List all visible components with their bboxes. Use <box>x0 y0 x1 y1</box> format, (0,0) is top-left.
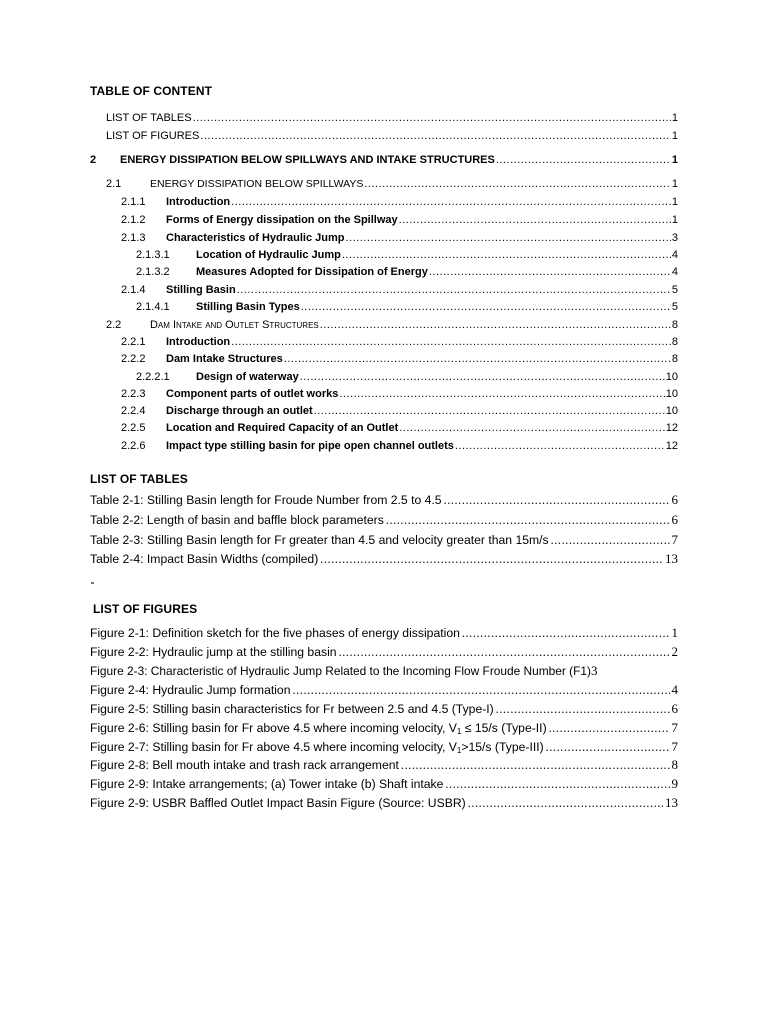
dot-leader <box>301 299 671 315</box>
toc-entry-2-1-3-1[interactable] <box>136 247 678 263</box>
dot-leader <box>314 403 665 419</box>
toc-entry-number: 2.1.4.1 <box>136 301 170 313</box>
dot-leader <box>193 110 671 126</box>
list-entry-page: 6 <box>671 492 678 507</box>
toc-entry-page: 10 <box>665 405 678 417</box>
list-entry-page: 6 <box>671 701 678 716</box>
list-entry-page: 7 <box>671 532 678 547</box>
toc-entry-page: 1 <box>671 130 678 142</box>
list-entry-page: 13 <box>665 795 678 810</box>
toc-entry-2-2-4[interactable] <box>121 403 678 419</box>
toc-entry-number: 2.1.3.1 <box>136 249 170 261</box>
dot-leader <box>339 386 664 402</box>
toc-entry-number: 2.1.2 <box>121 214 146 226</box>
title-part: >15/s (Type-III) <box>461 740 544 754</box>
toc-entry-page: 1 <box>671 154 678 166</box>
table-entry-2-1[interactable] <box>90 491 678 509</box>
title-part: Figure 2-6: Stilling basin for Fr above 4.5 where incoming velocity, V <box>90 721 457 735</box>
toc-entry-title: Location of Hydraulic Jump <box>196 249 341 261</box>
list-entry-title: Figure 2-3: Characteristic of Hydraulic Jump Related to the Incoming Flow Froude Number (F1) <box>90 664 591 678</box>
toc-entry-title: Introduction <box>166 196 231 208</box>
dot-leader <box>444 491 670 509</box>
dot-leader <box>231 334 671 350</box>
toc-entry-page: 10 <box>665 371 678 383</box>
dot-leader <box>399 212 671 228</box>
list-entry-title <box>90 719 547 737</box>
toc-entry-page: 8 <box>671 319 678 331</box>
list-entry-page: 4 <box>671 682 678 697</box>
toc-entry-page: 8 <box>671 353 678 365</box>
subscript: 1 <box>456 727 462 736</box>
toc-entry-page: 12 <box>665 422 678 434</box>
list-entry-page: 7 <box>671 720 678 735</box>
dot-leader <box>300 369 665 385</box>
list-entry-page: 3 <box>590 663 598 678</box>
toc-entry-title: Component parts of outlet works <box>166 388 339 400</box>
toc-entry-title: LIST OF TABLES <box>106 112 192 124</box>
stray-mark <box>91 582 94 584</box>
list-entry-page: 1 <box>671 625 678 640</box>
table-entry-2-3[interactable] <box>90 531 678 549</box>
toc-entry-title: Location and Required Capacity of an Outlet <box>166 422 399 434</box>
toc-entry-page: 1 <box>671 196 678 208</box>
dot-leader <box>496 152 671 168</box>
toc-entry-title: Stilling Basin <box>166 284 236 296</box>
list-entry-title: Table 2-4: Impact Basin Widths (compiled) <box>90 552 319 566</box>
toc-heading: TABLE OF CONTENT <box>90 84 213 98</box>
list-entry-title <box>90 738 544 756</box>
dot-leader <box>401 756 670 774</box>
figure-entry-2-7[interactable] <box>90 738 678 756</box>
toc-entry-chapter-2[interactable] <box>90 152 678 168</box>
toc-entry-title: Measures Adopted for Dissipation of Energy <box>196 266 428 278</box>
toc-entry-title: Discharge through an outlet <box>166 405 313 417</box>
toc-entry-title: ENERGY DISSIPATION BELOW SPILLWAYS AND INTAKE STRUCTURES <box>120 154 495 166</box>
toc-entry-page: 3 <box>671 232 678 244</box>
toc-entry-2-1-2[interactable] <box>121 212 678 228</box>
list-entry-title: Figure 2-4: Hydraulic Jump formation <box>90 683 291 697</box>
dot-leader <box>339 643 670 661</box>
toc-entry-number: 2.2.1 <box>121 336 146 348</box>
toc-entry-page: 12 <box>665 440 678 452</box>
toc-entry-2-2-5[interactable] <box>121 420 678 436</box>
toc-entry-number: 2 <box>90 154 97 166</box>
dot-leader <box>549 719 670 737</box>
figure-entry-2-9-usbr[interactable] <box>90 794 678 812</box>
toc-entry-page: 4 <box>671 266 678 278</box>
toc-entry-title: Dam Intake and Outlet Structures <box>150 319 319 331</box>
list-entry-page: 6 <box>671 512 678 527</box>
toc-entry-number: 2.1.4 <box>121 284 146 296</box>
dot-leader <box>386 511 670 529</box>
toc-entry-title: Characteristics of Hydraulic Jump <box>166 232 345 244</box>
toc-entry-number: 2.1 <box>106 178 122 190</box>
dot-leader <box>445 775 669 793</box>
toc-entry-2-2-2-1[interactable] <box>136 369 678 385</box>
dot-leader <box>399 420 665 436</box>
dot-leader <box>320 317 671 333</box>
figure-entry-2-1[interactable] <box>90 624 678 642</box>
dot-leader <box>455 438 665 454</box>
toc-entry-page: 5 <box>671 284 678 296</box>
title-part: ≤ 15/s (Type-II) <box>461 721 547 735</box>
dot-leader <box>342 247 671 263</box>
figure-entry-2-9-intake[interactable] <box>90 775 678 793</box>
dot-leader <box>284 351 671 367</box>
title-part: Figure 2-7: Stilling basin for Fr above 4.5 where incoming velocity, V <box>90 740 457 754</box>
dot-leader <box>231 194 671 210</box>
list-entry-page: 9 <box>671 776 678 791</box>
dot-leader <box>551 531 670 549</box>
toc-entry-2-1-4-1[interactable] <box>136 299 678 315</box>
list-entry-title: Figure 2-8: Bell mouth intake and trash rack arrangement <box>90 758 399 772</box>
toc-entry-number: 2.2.2 <box>121 353 146 365</box>
toc-entry-number: 2.2.2.1 <box>136 371 170 383</box>
figure-entry-2-5[interactable] <box>90 700 678 718</box>
toc-entry-number: 2.2.6 <box>121 440 146 452</box>
list-of-figures-heading: LIST OF FIGURES <box>93 602 198 616</box>
toc-entry-number: 2.2 <box>106 319 122 331</box>
dot-leader <box>429 264 671 280</box>
list-entry-title: Figure 2-1: Definition sketch for the five phases of energy dissipation <box>90 626 460 640</box>
dot-leader <box>496 700 670 718</box>
dot-leader <box>346 230 671 246</box>
toc-entry-number: 2.1.3.2 <box>136 266 170 278</box>
list-of-tables-heading: LIST OF TABLES <box>90 472 188 486</box>
toc-entry-number: 2.1.1 <box>121 196 146 208</box>
figure-entry-2-2[interactable] <box>90 643 678 661</box>
list-entry-page: 7 <box>671 739 678 754</box>
toc-entry-page: 10 <box>665 388 678 400</box>
toc-entry-title: Introduction <box>166 336 231 348</box>
dot-leader <box>468 794 663 812</box>
dot-leader <box>364 176 671 192</box>
list-entry-title: Table 2-3: Stilling Basin length for Fr greater than 4.5 and velocity greater than 15m/s <box>90 533 549 547</box>
toc-entry-page: 8 <box>671 336 678 348</box>
list-entry-page: 13 <box>665 551 678 566</box>
toc-entry-page: 5 <box>671 301 678 313</box>
toc-entry-2-1[interactable] <box>106 176 678 192</box>
list-entry-page: 8 <box>671 757 678 772</box>
toc-entry-number: 2.2.3 <box>121 388 146 400</box>
toc-entry-page: 4 <box>671 249 678 261</box>
dot-leader <box>293 681 670 699</box>
toc-entry-title: Stilling Basin Types <box>196 301 300 313</box>
toc-entry-2-1-3-2[interactable] <box>136 264 678 280</box>
toc-entry-page: 1 <box>671 178 678 190</box>
toc-entry-2-1-1[interactable] <box>121 194 678 210</box>
table-entry-2-4[interactable] <box>90 550 678 568</box>
toc-entry-list-of-tables[interactable] <box>106 110 678 126</box>
toc-entry-list-of-figures[interactable] <box>106 128 678 144</box>
toc-entry-2-2-2[interactable] <box>121 351 678 367</box>
dot-leader <box>462 624 670 642</box>
toc-entry-title: Impact type stilling basin for pipe open channel outlets <box>166 440 454 452</box>
toc-entry-title: Dam Intake Structures <box>166 353 283 365</box>
list-entry-page: 2 <box>671 644 678 659</box>
list-entry-title: Figure 2-5: Stilling basin characteristics for Fr between 2.5 and 4.5 (Type-I) <box>90 702 494 716</box>
toc-entry-2-2[interactable] <box>106 317 678 333</box>
toc-entry-number: 2.2.5 <box>121 422 146 434</box>
list-entry-title: Figure 2-9: Intake arrangements; (a) Tower intake (b) Shaft intake <box>90 777 444 791</box>
toc-entry-page: 1 <box>671 112 678 124</box>
toc-entry-2-1-4[interactable] <box>121 282 678 298</box>
toc-entry-2-2-1[interactable] <box>121 334 678 350</box>
toc-entry-title: LIST OF FIGURES <box>106 130 200 142</box>
dot-leader <box>320 550 663 568</box>
dot-leader <box>546 738 670 756</box>
table-entry-2-2[interactable] <box>90 511 678 529</box>
dot-leader <box>200 128 671 144</box>
toc-entry-title: Design of waterway <box>196 371 299 383</box>
toc-entry-2-1-3[interactable] <box>121 230 678 246</box>
figure-entry-2-3[interactable] <box>90 662 678 680</box>
dot-leader <box>237 282 671 298</box>
figure-entry-2-6[interactable] <box>90 719 678 737</box>
toc-entry-number: 2.2.4 <box>121 405 146 417</box>
toc-entry-page: 1 <box>671 214 678 226</box>
toc-entry-2-2-3[interactable] <box>121 386 678 402</box>
subscript: 1 <box>456 746 462 755</box>
figure-entry-2-4[interactable] <box>90 681 678 699</box>
toc-entry-2-2-6[interactable] <box>121 438 678 454</box>
list-entry-title: Figure 2-2: Hydraulic jump at the stilling basin <box>90 645 337 659</box>
list-entry-title: Table 2-1: Stilling Basin length for Froude Number from 2.5 to 4.5 <box>90 493 442 507</box>
toc-entry-title: ENERGY DISSIPATION BELOW SPILLWAYS <box>150 178 364 190</box>
toc-entry-title: Forms of Energy dissipation on the Spillway <box>166 214 398 226</box>
list-entry-title: Figure 2-9: USBR Baffled Outlet Impact Basin Figure (Source: USBR) <box>90 796 466 810</box>
list-entry-title: Table 2-2: Length of basin and baffle block parameters <box>90 513 384 527</box>
figure-entry-2-8[interactable] <box>90 756 678 774</box>
toc-entry-number: 2.1.3 <box>121 232 146 244</box>
